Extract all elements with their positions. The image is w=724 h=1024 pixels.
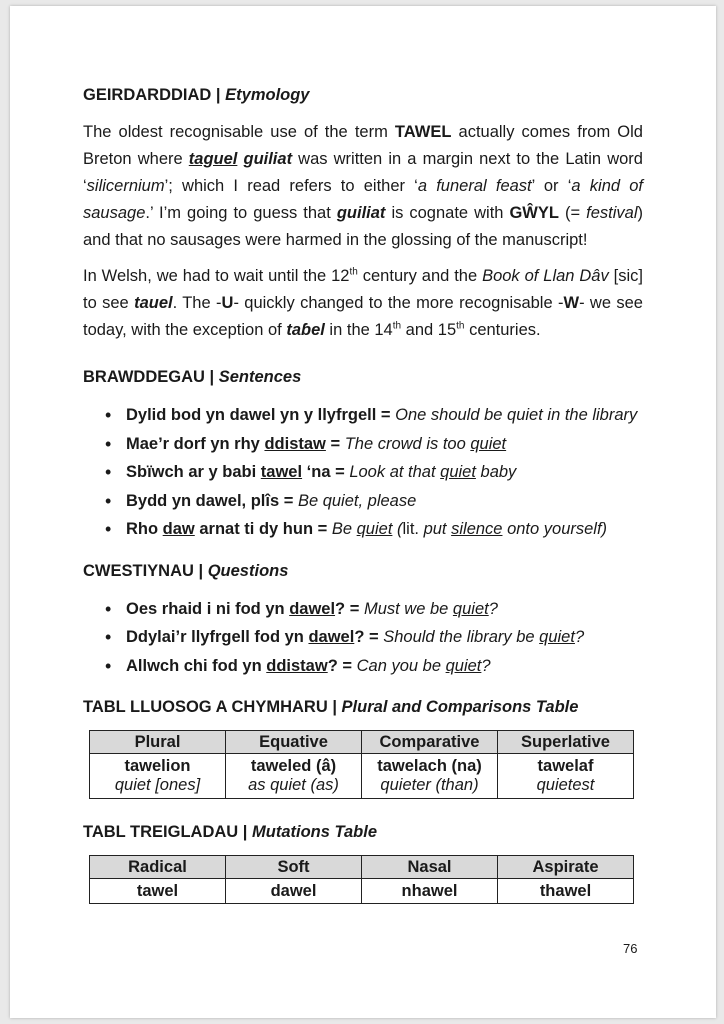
table-cell: taweled (â) — [226, 754, 362, 777]
table-header-cell: Equative — [226, 731, 362, 754]
page-content — [83, 86, 643, 904]
sentence-item: • Bydd yn dawel, plîs = Be quiet, please — [83, 487, 643, 516]
etymology-paragraph-1: The oldest recognisable use of the term TAWEL actually comes from Old Breton where taguel guiliat was written in a margin next to the Latin word ‘silicernium’; which I read refers to either ‘a funeral feast’ or ‘a kind of sausage.’ I’m going to guess that guiliat is cognate with GŴYL (= festival) and that no sausages were harmed in the glossing of the manuscript! — [83, 123, 644, 249]
table-header-cell: Aspirate — [498, 856, 634, 879]
sentences-list — [83, 401, 643, 544]
table-row — [90, 754, 634, 777]
table-cell: quieter (than) — [362, 776, 498, 799]
table-cell: quiet [ones] — [90, 776, 226, 799]
table-cell: tawelach (na) — [362, 754, 498, 777]
table-header-cell: Superlative — [498, 731, 634, 754]
plural-comparisons-table — [89, 730, 634, 799]
document-page — [10, 6, 716, 1018]
table-header-cell: Plural — [90, 731, 226, 754]
table-cell: nhawel — [362, 879, 498, 904]
table-header-cell: Radical — [90, 856, 226, 879]
question-item: • Allwch chi fod yn ddistaw? = Can you be quiet? — [83, 652, 643, 681]
question-item: • Ddylai’r llyfrgell fod yn dawel? = Should the library be quiet? — [83, 623, 643, 652]
table-cell: tawel — [90, 879, 226, 904]
sentence-item: • Rho daw arnat ti dy hun = Be quiet (lit. put silence onto yourself) — [83, 515, 643, 544]
table-row — [90, 879, 634, 904]
table-header-cell: Nasal — [362, 856, 498, 879]
table-header-cell: Soft — [226, 856, 362, 879]
sentence-item: • Mae’r dorf yn rhy ddistaw = The crowd is too quiet — [83, 430, 643, 459]
plural-table-heading: TABL LLUOSOG A CHYMHARU | Plural and Comparisons Table — [83, 698, 579, 716]
table-cell: as quiet (as) — [226, 776, 362, 799]
sentence-item: • Sbïwch ar y babi tawel ‘na = Look at that quiet baby — [83, 458, 643, 487]
mutation-table-heading: TABL TREIGLADAU | Mutations Table — [83, 823, 377, 841]
mutations-table — [89, 855, 634, 904]
questions-heading: CWESTIYNAU | Questions — [83, 561, 289, 580]
table-header-row — [90, 856, 634, 879]
table-cell: tawelaf — [498, 754, 634, 777]
table-header-cell: Comparative — [362, 731, 498, 754]
table-cell: thawel — [498, 879, 634, 904]
sentences-heading: BRAWDDEGAU | Sentences — [83, 368, 302, 386]
questions-list — [83, 595, 643, 681]
sentence-item: • Dylid bod yn dawel yn y llyfrgell = One should be quiet in the library — [83, 401, 643, 430]
etymology-paragraph-2: In Welsh, we had to wait until the 12th century and the Book of Llan Dâv [sic] to see tauel. The -U- quickly changed to the more recognisable -W- we see today, with the exception of taɓel in the 14th and 15th centuries. — [83, 266, 643, 339]
etymology-heading: GEIRDARDDIAD | Etymology — [83, 86, 310, 104]
table-header-row — [90, 731, 634, 754]
table-row — [90, 776, 634, 799]
table-cell: quietest — [498, 776, 634, 799]
question-item: • Oes rhaid i ni fod yn dawel? = Must we be quiet? — [83, 595, 643, 624]
table-cell: dawel — [226, 879, 362, 904]
page-number: 76 — [623, 941, 638, 956]
table-cell: tawelion — [90, 754, 226, 777]
